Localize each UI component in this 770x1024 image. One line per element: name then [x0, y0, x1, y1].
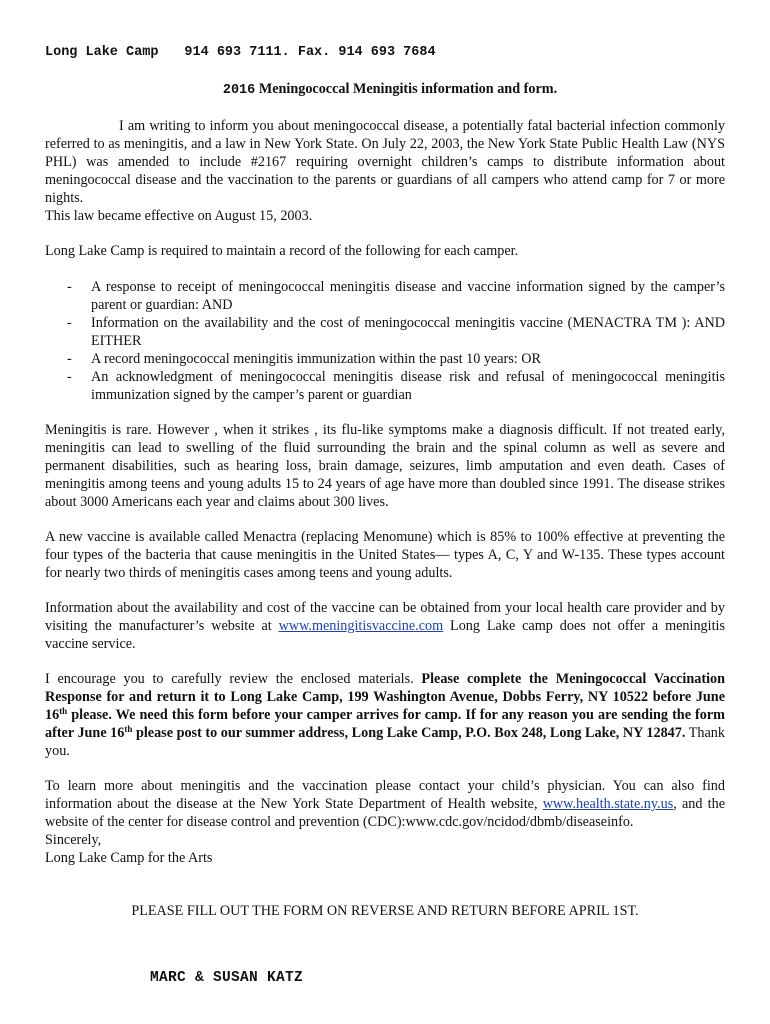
list-item: - A record meningococcal meningitis immunization within the past 10 years: OR	[67, 351, 541, 367]
return-instructions-paragraph: I encourage you to carefully review the enclosed materials. Please complete the Meningococcal Vaccination Response for and return it to Long Lake Camp, 199 Washington Avenue, Dobbs Ferry, NY 10522 before June 16th please. We need this form before your camper arrives for camp. If for any reason you are sending the form after June 16th please post to our summer address, Long Lake Camp, P.O. Box 248, Long Lake, NY 12847. Thank you.	[45, 671, 725, 759]
signature-names: MARC & SUSAN KATZ	[150, 970, 304, 986]
law-effective-date: This law became effective on August 15, 2003.	[45, 208, 313, 224]
list-item: - A response to receipt of meningococcal meningitis disease and vaccine information signed by the camper’s parent or guardian: AND	[67, 279, 725, 313]
list-item: - Information on the availability and the cost of meningococcal meningitis vaccine (MENACTRA TM ): AND EITHER	[67, 315, 725, 349]
closing-sincerely: Sincerely,	[45, 832, 102, 848]
title-text: Meningococcal Meningitis information and form.	[258, 81, 558, 97]
learn-more-paragraph: To learn more about meningitis and the vaccination please contact your child’s physician. You can also find information about the disease at the New York State Department of Health website, www.health.state.ny.us, and the website of the center for disease control and prevention (CDC):www.cdc.gov/ncidod/dbmb/diseaseinfo.	[45, 778, 725, 830]
camp-name: Long Lake Camp	[45, 45, 159, 60]
closing-signoff: Long Lake Camp for the Arts	[45, 850, 213, 866]
document-page	[45, 44, 725, 920]
document-title	[55, 80, 725, 100]
intro-paragraph: I am writing to inform you about meningococcal disease, a potentially fatal bacterial infection commonly referred to as meningitis, and a law in New York State. On July 22, 2003, the New York State Public Health Law (NYS PHL) was amended to include #2167 requiring overnight children’s camps to distribute information about meningococcal disease and the vaccination to the parents or guardians of all campers who attend camp for 7 or more nights.	[45, 118, 725, 206]
fill-out-notice: PLEASE FILL OUT THE FORM ON REVERSE AND RETURN BEFORE APRIL 1ST.	[131, 903, 639, 919]
manufacturer-link[interactable]: www.meningitisvaccine.com	[278, 618, 444, 634]
record-intro: Long Lake Camp is required to maintain a record of the following for each camper.	[45, 243, 519, 259]
requirements-list	[45, 278, 725, 404]
availability-paragraph: Information about the availability and cost of the vaccine can be obtained from your local health care provider and by visiting the manufacturer’s website at www.meningitisvaccine.com Long Lake camp does not offer a meningitis vaccine service.	[45, 600, 725, 652]
meningitis-rare-paragraph: Meningitis is rare. However , when it strikes , its flu-like symptoms make a diagnosis difficult. If not treated early, meningitis can lead to swelling of the fluid surrounding the brain and the spinal column as well as severe and permanent disabilities, such as hearing loss, brain damage, seizures, limb amputation and even death. Cases of meningitis among teens and young adults 15 to 24 years of age have more than doubled since 1991. The disease strikes about 3000 Americans each year and claims about 300 lives.	[45, 422, 725, 510]
vaccine-paragraph: A new vaccine is available called Menactra (replacing Menomune) which is 85% to 100% effective at preventing the four types of the bacteria that cause meningitis in the United States— types A, C, Y and W-135. These types account for nearly two thirds of meningitis cases among teens and young adults.	[45, 529, 725, 581]
title-year: 2016	[222, 83, 256, 98]
list-item: - An acknowledgment of meningococcal meningitis disease risk and refusal of meningococcal meningitis immunization signed by the camper’s parent or guardian	[67, 369, 725, 403]
nys-health-link[interactable]: www.health.state.ny.us	[542, 796, 674, 812]
phone-fax: 914 693 7111. Fax. 914 693 7684	[184, 45, 436, 60]
letterhead	[45, 44, 725, 62]
